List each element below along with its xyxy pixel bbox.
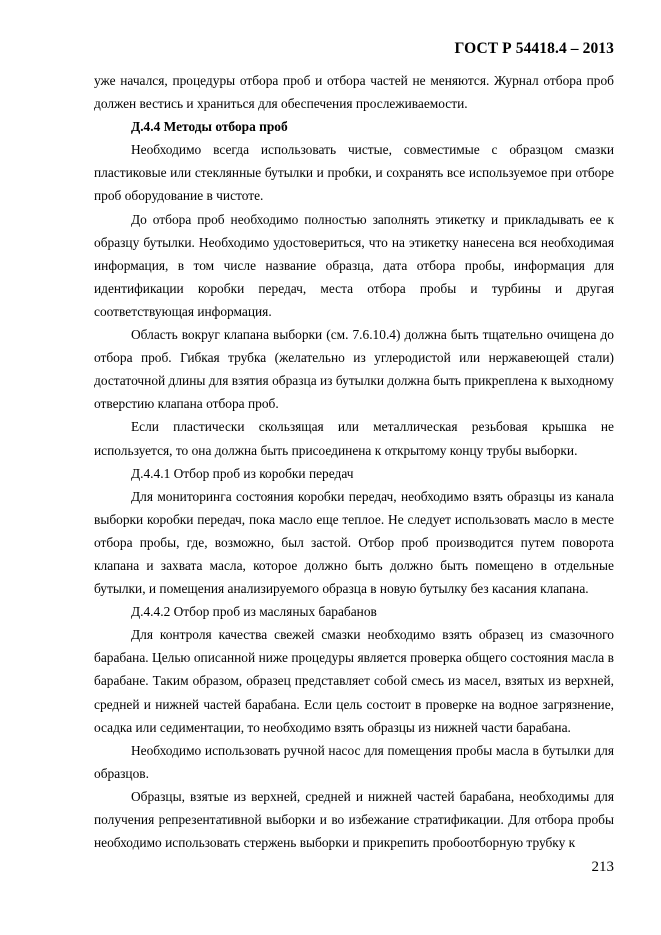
standard-header: ГОСТ Р 54418.4 – 2013 <box>454 40 614 57</box>
subsection-heading: Д.4.4.1 Отбор проб из коробки передач <box>131 465 354 481</box>
paragraph-continuation: уже начался, процедуры отбора проб и отбора частей не меняются. Журнал отбора проб должен вестись и храниться для обеспечения прослеживаемости. <box>94 73 614 112</box>
section-heading: Д.4.4 Методы отбора проб <box>131 119 288 135</box>
paragraph: Необходимо всегда использовать чистые, совместимые с образцом смазки пластиковые или стеклянные бутылки и пробки, и сохранять все используемое при отборе проб оборудование в чистоте. <box>94 142 614 204</box>
paragraph: Для контроля качества свежей смазки необходимо взять образец из смазочного барабана. Целью описанной ниже процедуры является проверка общего состояния масла в барабане. Таким образом, образец представляет собой смесь из масел, взятых из верхней, средней и нижней частей барабана. Если цель состоит в проверке на водное загрязнение, осадка или седиментации, то необходимо взять образцы из нижней части барабана. <box>94 627 614 735</box>
body-text <box>94 69 614 854</box>
page-number: 213 <box>591 859 614 875</box>
paragraph: Для мониторинга состояния коробки передач, необходимо взять образцы из канала выборки коробки передач, пока масло еще теплое. Не следует использовать масло в месте отбора пробы, где, возможно, был застой. Отбор проб производится путем поворота клапана и захвата масла, которое должно быть должно быть помещено в отдельные бутылки, и помещения анализируемого образца в новую бутылку без касания клапана. <box>94 488 614 597</box>
paragraph: Необходимо использовать ручной насос для помещения пробы масла в бутылки для образцов. <box>94 742 614 781</box>
paragraph: Область вокруг клапана выборки (см. 7.6.10.4) должна быть тщательно очищена до отбора проб. Гибкая трубка (желательно из углеродистой или нержавеющей стали) достаточной длины для взятия образца из бутылки должна быть прикреплена к выходному отверстию клапана отбора проб. <box>94 327 614 412</box>
paragraph: Если пластически скользящая или металлическая резьбовая крышка не используется, то она должна быть присоединена к открытому концу трубы выборки. <box>94 419 614 458</box>
paragraph: До отбора проб необходимо полностью заполнять этикетку и прикладывать ее к образцу бутылки. Необходимо удостовериться, что на этикетку нанесена вся необходимая информация, в том числе название образца, дата отбора пробы, информация для идентификации коробки передач, места отбора пробы и турбины и другая соответствующая информация. <box>94 211 614 319</box>
subsection-heading: Д.4.4.2 Отбор проб из масляных барабанов <box>131 604 377 620</box>
paragraph: Образцы, взятые из верхней, средней и нижней частей барабана, необходимы для получения репрезентативной выборки и во избежание стратификации. Для отбора пробы необходимо использовать стержень выборки и прикрепить пробоотборную трубку к <box>94 788 614 851</box>
